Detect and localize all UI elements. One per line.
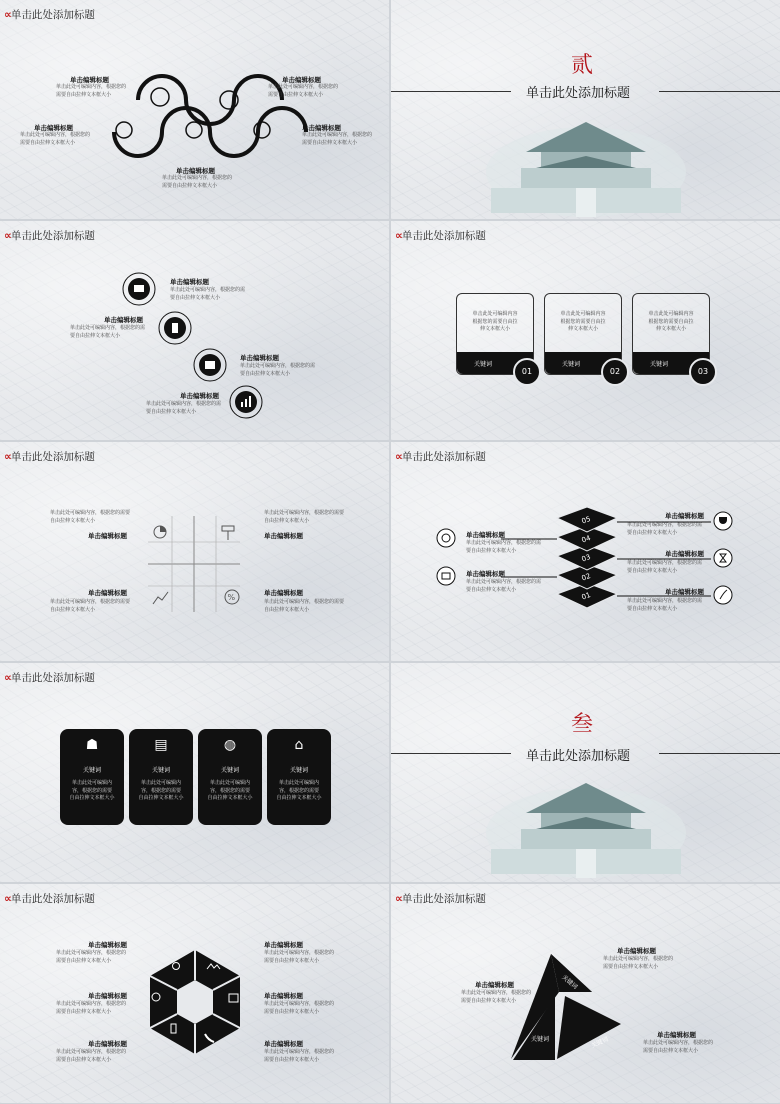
svg-text:03: 03 <box>580 552 592 564</box>
title-mark-icon: ∝ <box>4 892 10 905</box>
palace-image <box>486 773 686 878</box>
svg-text:05: 05 <box>580 514 592 526</box>
text-3: 单击此处可编辑内容，根据您的需 要自由拉伸文本框大小 <box>627 522 703 536</box>
text-1: 单击此处可编辑内容，根据您的需 要自由拉伸文本框大小 <box>170 287 246 301</box>
heading-4: 单击编辑标题 <box>665 550 704 558</box>
text-1: 单击此处可编辑内容，根据您的需 要自由拉伸文本框大小 <box>466 540 542 554</box>
heading-1: 单击编辑标题 <box>466 531 505 539</box>
title-mark-icon: ∝ <box>395 450 401 463</box>
title-mark-icon: ∝ <box>4 671 10 684</box>
svg-text:04: 04 <box>580 533 592 545</box>
slide-title: ∝ 单击此处添加标题 <box>4 892 95 905</box>
keyword-label: 关键词 <box>474 361 493 368</box>
heading-3: 单击编辑标题 <box>665 512 704 520</box>
text-2: 单击此处可编辑内容，根据您的需 要自由拉伸文本框大小 <box>70 325 146 339</box>
text-2: 单击此处可编辑内容，根据您的 需要自由拉伸文本框大小 <box>56 1001 127 1015</box>
heading-3: 单击编辑标题 <box>88 1040 127 1048</box>
laptop-icon <box>123 273 155 305</box>
slide-6[interactable] <box>391 442 780 661</box>
section-title: 单击此处添加标题 <box>526 749 631 764</box>
heading-4: 单击编辑标题 <box>264 589 303 597</box>
text-2: 单击此处可编辑内容，根据您的需要 自由拉伸文本框大小 <box>264 510 345 524</box>
slide-title: ∝ 单击此处添加标题 <box>395 229 486 242</box>
chart-icon <box>230 386 262 418</box>
text-4: 单击此处可编辑内容，根据您的需 要自由拉伸文本框大小 <box>627 560 703 574</box>
keyword-label: 关键词 <box>562 361 581 368</box>
slide-9[interactable] <box>0 884 389 1103</box>
divider-left <box>391 91 511 92</box>
divider-left <box>391 753 511 754</box>
slide-3[interactable] <box>0 221 389 440</box>
calendar-icon <box>194 349 226 381</box>
house-icon: ⌂ <box>294 737 304 753</box>
heading-4: 单击编辑标题 <box>264 941 303 949</box>
text-4: 单击此处可编辑内容，根据您的 需要自由拉伸文本框大小 <box>264 950 335 964</box>
trophy-icon <box>714 512 732 530</box>
text-3: 单击此处可编辑内容，根据您的需要 自由拉伸文本框大小 <box>50 599 131 613</box>
text-2: 单击此处可编辑内容，根据您的 需要自由拉伸文本框大小 <box>268 84 339 98</box>
pie-chart-icon <box>154 526 166 538</box>
title-mark-icon: ∝ <box>395 892 401 905</box>
heading-6: 单击编辑标题 <box>264 1040 303 1048</box>
text-5: 单击此处可编辑内容，根据您的 需要自由拉伸文本框大小 <box>264 1001 335 1015</box>
card-keyword: 关键词 <box>151 767 170 774</box>
card-text: 单击此处可编辑内 容，根据您的需要 自由拉伸文本框大小 <box>138 780 184 801</box>
heading-2: 单击编辑标题 <box>282 76 321 84</box>
slide-10[interactable] <box>391 884 780 1103</box>
text-3: 单击此处可编辑内容，根据您的需 要自由拉伸文本框大小 <box>240 363 316 377</box>
divider-right <box>659 91 780 92</box>
feather-icon <box>714 586 732 604</box>
text-3: 单击此处可编辑内容，根据您的 需要自由拉伸文本框大小 <box>56 1049 127 1063</box>
heading-5: 单击编辑标题 <box>176 167 215 175</box>
svg-text:02: 02 <box>580 571 592 583</box>
text-4: 单击此处可编辑内容，根据您的需 要自由拉伸文本框大小 <box>146 401 222 415</box>
section-number: 贰 <box>571 53 594 78</box>
palace-image <box>486 112 686 217</box>
title-mark-icon: ∝ <box>4 8 10 21</box>
card-keyword: 关键词 <box>82 767 101 774</box>
text-5: 单击此处可编辑内容，根据您的需 要自由拉伸文本框大小 <box>627 598 703 612</box>
slide-title: ∝ 单击此处添加标题 <box>4 229 95 242</box>
card-keyword: 关键词 <box>220 767 239 774</box>
title-mark-icon: ∝ <box>395 229 401 242</box>
heading-5: 单击编辑标题 <box>264 992 303 1000</box>
section-title: 单击此处添加标题 <box>526 86 631 101</box>
section-number: 叁 <box>571 712 594 737</box>
heading-2: 单击编辑标题 <box>466 570 505 578</box>
hourglass-icon <box>714 549 732 567</box>
heading-1: 单击编辑标题 <box>70 76 109 84</box>
text-4: 单击此处可编辑内容，根据您的 需要自由拉伸文本框大小 <box>302 132 373 146</box>
svg-text:关键词: 关键词 <box>531 1036 550 1043</box>
text-3: 单击此处可编辑内容，根据您的 需要自由拉伸文本框大小 <box>20 132 91 146</box>
card-text: 单击此处可编辑内 容，根据您的需要 自由拉伸文本框大小 <box>69 780 115 801</box>
text-1: 单击此处可编辑内容，根据您的 需要自由拉伸文本框大小 <box>603 956 674 970</box>
keyword-card-3[interactable] <box>198 729 262 825</box>
slide-title: ∝ 单击此处添加标题 <box>395 450 486 463</box>
text-1: 单击此处可编辑内容，根据您的需要 自由拉伸文本框大小 <box>50 510 131 524</box>
keyword-card-1[interactable] <box>60 729 124 825</box>
keyword-box-2[interactable]: 单击此处可编辑内容 根据您的需要自由拉 伸文本框大小 关键词 02 <box>544 293 622 375</box>
keyword-card-4[interactable] <box>267 729 331 825</box>
heading-5: 单击编辑标题 <box>665 588 704 596</box>
text-2: 单击此处可编辑内容，根据您的 需要自由拉伸文本框大小 <box>461 990 532 1004</box>
tablet-icon <box>159 312 191 344</box>
signpost-icon <box>222 526 234 540</box>
hexagon-cycle-diagram <box>0 884 389 1103</box>
svg-text:%: % <box>227 593 236 602</box>
slide-title: ∝ 单击此处添加标题 <box>4 450 95 463</box>
card-text: 单击此处可编辑内 容，根据您的需要 自由拉伸文本框大小 <box>276 780 322 801</box>
text-2: 单击此处可编辑内容，根据您的需 要自由拉伸文本框大小 <box>466 579 542 593</box>
step-number: 03 <box>689 358 717 386</box>
person-icon: ☗ <box>85 737 99 753</box>
percent-icon <box>225 590 239 604</box>
heading-1: 单击编辑标题 <box>88 532 127 540</box>
heading-2: 单击编辑标题 <box>475 981 514 989</box>
heading-1: 单击编辑标题 <box>88 941 127 949</box>
slide-title: ∝ 单击此处添加标题 <box>4 8 95 21</box>
divider-right <box>659 753 780 754</box>
title-mark-icon: ∝ <box>4 229 10 242</box>
text-1: 单击此处可编辑内容，根据您的 需要自由拉伸文本框大小 <box>56 950 127 964</box>
trend-chart-icon <box>153 592 168 604</box>
triangle-diagram <box>391 884 780 1103</box>
heading-1: 单击编辑标题 <box>617 947 656 955</box>
heading-4: 单击编辑标题 <box>180 392 219 400</box>
slide-8[interactable] <box>391 663 780 882</box>
heading-4: 单击编辑标题 <box>302 124 341 132</box>
slide-title: ∝ 单击此处添加标题 <box>4 671 95 684</box>
globe-chart-icon: ◍ <box>223 737 237 753</box>
step-number: 02 <box>601 358 629 386</box>
slide-5[interactable] <box>0 442 389 661</box>
heading-2: 单击编辑标题 <box>264 532 303 540</box>
slide-7[interactable] <box>0 663 389 882</box>
text-4: 单击此处可编辑内容，根据您的需要 自由拉伸文本框大小 <box>264 599 345 613</box>
slide-4[interactable] <box>391 221 780 440</box>
text-6: 单击此处可编辑内容，根据您的 需要自由拉伸文本框大小 <box>264 1049 335 1063</box>
heading-3: 单击编辑标题 <box>88 589 127 597</box>
stacked-layers-diagram <box>391 442 780 661</box>
keyword-label: 关键词 <box>650 361 669 368</box>
globe-icon <box>437 529 455 547</box>
text-3: 单击此处可编辑内容，根据您的 需要自由拉伸文本框大小 <box>643 1040 714 1054</box>
heading-3: 单击编辑标题 <box>34 124 73 132</box>
card-keyword: 关键词 <box>289 767 308 774</box>
slide-1[interactable] <box>0 0 389 219</box>
heading-1: 单击编辑标题 <box>170 278 209 286</box>
slide-2[interactable] <box>391 0 780 219</box>
svg-text:01: 01 <box>580 590 592 602</box>
keyword-box-3[interactable]: 单击此处可编辑内容 根据您的需要自由拉 伸文本框大小 关键词 03 <box>632 293 710 375</box>
title-mark-icon: ∝ <box>4 450 10 463</box>
quadrant-diagram <box>0 442 389 661</box>
svg-text:关键词: 关键词 <box>590 1035 610 1050</box>
heading-3: 单击编辑标题 <box>657 1031 696 1039</box>
heading-2: 单击编辑标题 <box>88 992 127 1000</box>
keyword-card-2[interactable] <box>129 729 193 825</box>
text-5: 单击此处可编辑内容，根据您的 需要自由拉伸文本框大小 <box>162 175 233 189</box>
heading-3: 单击编辑标题 <box>240 354 279 362</box>
text-1: 单击此处可编辑内容，根据您的 需要自由拉伸文本框大小 <box>56 84 127 98</box>
step-number: 01 <box>513 358 541 386</box>
svg-text:关键词: 关键词 <box>560 973 579 991</box>
heading-2: 单击编辑标题 <box>104 316 143 324</box>
document-icon: ▤ <box>154 737 168 753</box>
camera-icon <box>437 567 455 585</box>
keyword-box-1[interactable]: 单击此处可编辑内容 根据您的需要自由拉 伸文本框大小 关键词 01 <box>456 293 534 375</box>
slide-title: ∝ 单击此处添加标题 <box>395 892 486 905</box>
card-text: 单击此处可编辑内 容，根据您的需要 自由拉伸文本框大小 <box>207 780 253 801</box>
